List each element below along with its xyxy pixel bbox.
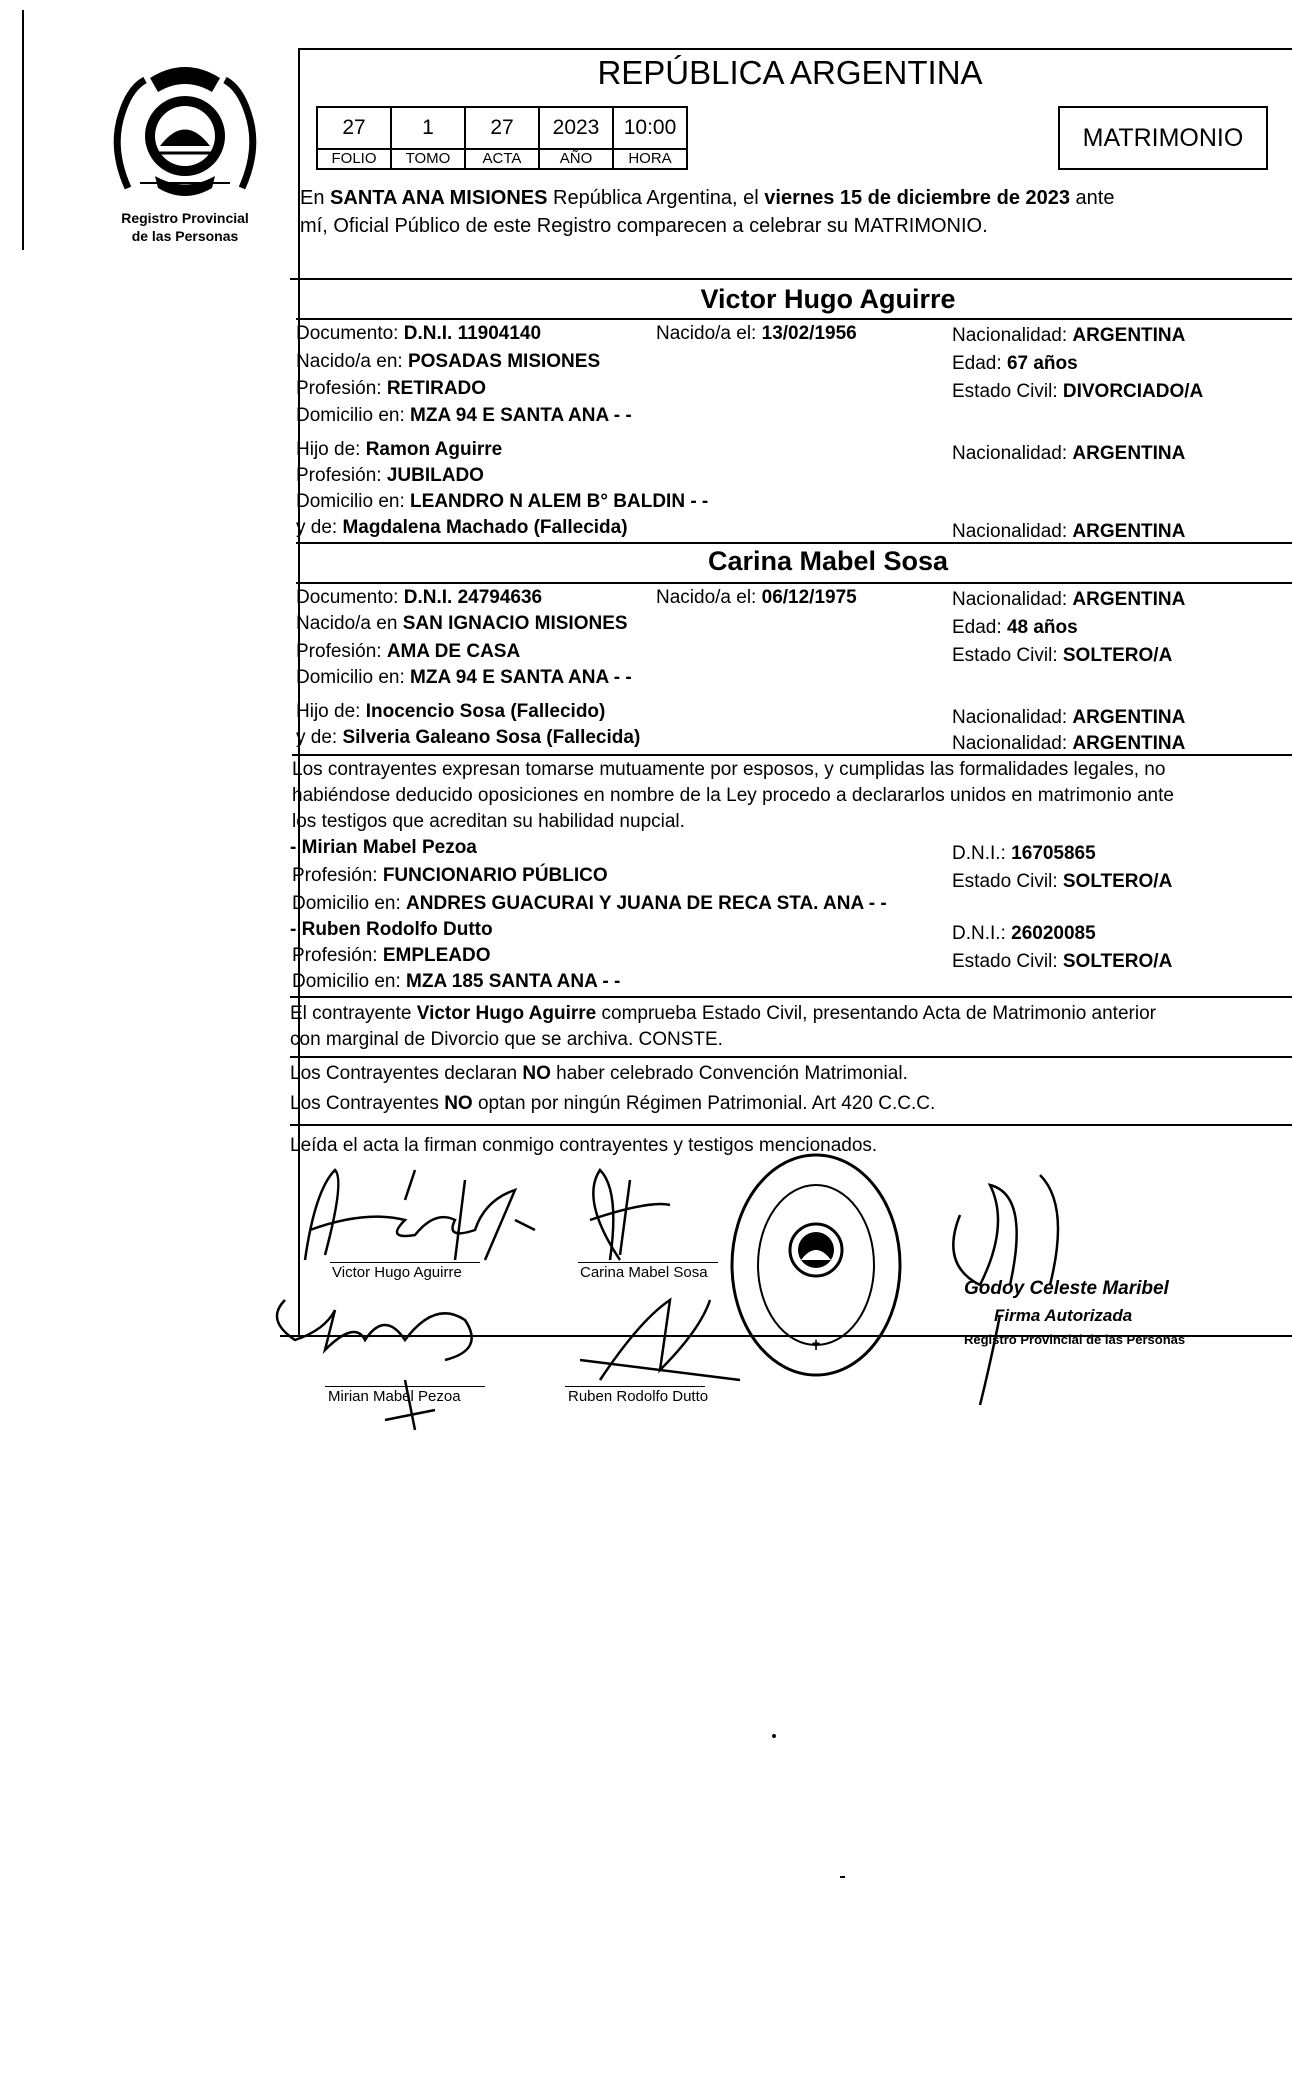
- stray-dot: [772, 1734, 776, 1738]
- bride-civil-status: Estado Civil: SOLTERO/A: [952, 645, 1173, 666]
- bride-mother: y de: Silveria Galeano Sosa (Fallecida): [296, 727, 641, 748]
- hora-label-cell: HORA: [612, 148, 688, 170]
- witness-2-civil-status: Estado Civil: SOLTERO/A: [952, 951, 1173, 972]
- civil-status-note-2: con marginal de Divorcio que se archiva. CONSTE.: [290, 1029, 723, 1050]
- groom-mother-nationality: Nacionalidad: ARGENTINA: [952, 521, 1186, 542]
- officer-title: Firma Autorizada: [994, 1306, 1133, 1325]
- intro-date: viernes 15 de diciembre de 2023: [764, 187, 1070, 209]
- groom-signature-label: Victor Hugo Aguirre: [332, 1264, 462, 1281]
- witness-1-civil-status: Estado Civil: SOLTERO/A: [952, 871, 1173, 892]
- groom-father-profession: Profesión: JUBILADO: [296, 465, 484, 486]
- groom-signature-icon: [285, 1160, 555, 1270]
- witness-2-signature-line: [565, 1386, 705, 1387]
- ano-label-cell: AÑO: [538, 148, 614, 170]
- folio-label-cell: FOLIO: [316, 148, 392, 170]
- convention-line-2: Los Contrayentes NO optan por ningún Régimen Patrimonial. Art 420 C.C.C.: [290, 1093, 936, 1114]
- groom-father: Hijo de: Ramon Aguirre: [296, 439, 503, 460]
- record-type-box: [1058, 106, 1268, 170]
- witness-2-dni: D.N.I.: 26020085: [952, 923, 1096, 944]
- bride-age: Edad: 48 años: [952, 617, 1078, 638]
- bride-father-nationality: Nacionalidad: ARGENTINA: [952, 707, 1186, 728]
- bride-birthdate: Nacido/a el: 06/12/1975: [656, 587, 857, 608]
- groom-document: Documento: D.N.I. 11904140: [296, 323, 542, 344]
- tomo-value-cell: 1: [390, 106, 466, 150]
- witness-1-profession: Profesión: FUNCIONARIO PÚBLICO: [292, 865, 608, 886]
- record-type-label: MATRIMONIO: [1082, 124, 1244, 152]
- folio-value-cell: 27: [316, 106, 392, 150]
- frame-top-border: [298, 48, 1292, 50]
- groom-nationality: Nacionalidad: ARGENTINA: [952, 325, 1186, 346]
- bride-profession: Profesión: AMA DE CASA: [296, 641, 521, 662]
- intro-line-1: En SANTA ANA MISIONES República Argentina, el viernes 15 de diciembre de 2023 ante: [300, 187, 1115, 209]
- acta-label-cell: ACTA: [464, 148, 540, 170]
- groom-name-underline: [296, 318, 1292, 320]
- divider-groom: [296, 542, 1292, 544]
- groom-father-address: Domicilio en: LEANDRO N ALEM B° BALDIN - -: [296, 491, 709, 512]
- groom-address: Domicilio en: MZA 94 E SANTA ANA - -: [296, 405, 632, 426]
- declaration-line-3: los testigos que acreditan su habilidad nupcial.: [292, 811, 685, 832]
- witness-2-signature-label: Ruben Rodolfo Dutto: [568, 1388, 709, 1405]
- bride-signature-icon: [560, 1160, 740, 1270]
- groom-father-nationality: Nacionalidad: ARGENTINA: [952, 443, 1186, 464]
- province-seal-icon: [100, 58, 270, 208]
- groom-age: Edad: 67 años: [952, 353, 1078, 374]
- witness-1-signature-icon: [265, 1280, 525, 1450]
- declaration-line-1: Los contrayentes expresan tomarse mutuamente por esposos, y cumplidas las formalidades legales, no: [292, 759, 1166, 780]
- groom-signature-line: [330, 1262, 480, 1263]
- groom-civil-status: Estado Civil: DIVORCIADO/A: [952, 381, 1204, 402]
- witness-2-address: Domicilio en: MZA 185 SANTA ANA - -: [292, 971, 621, 992]
- intro-line-2: mí, Oficial Público de este Registro comparecen a celebrar su MATRIMONIO.: [300, 215, 988, 237]
- margin-line: [22, 10, 24, 250]
- logo-caption-1: Registro Provincial: [121, 210, 249, 226]
- witness-1-name: - Mirian Mabel Pezoa: [290, 837, 477, 858]
- closing-statement: Leída el acta la firman conmigo contrayentes y testigos mencionados.: [290, 1135, 878, 1156]
- divider-intro: [290, 278, 1292, 280]
- svg-text:✝: ✝: [810, 1338, 822, 1354]
- divider-bride: [292, 754, 1292, 756]
- groom-name: Victor Hugo Aguirre: [700, 284, 956, 314]
- witness-1-dni: D.N.I.: 16705865: [952, 843, 1096, 864]
- divider-note: [290, 1056, 1292, 1058]
- bride-name: Carina Mabel Sosa: [707, 546, 949, 576]
- bride-name-underline: [296, 582, 1292, 584]
- bride-father: Hijo de: Inocencio Sosa (Fallecido): [296, 701, 606, 722]
- intro-place: SANTA ANA MISIONES: [330, 187, 548, 209]
- witness-2-profession: Profesión: EMPLEADO: [292, 945, 491, 966]
- registry-logo: [100, 58, 270, 248]
- groom-birthdate: Nacido/a el: 13/02/1956: [656, 323, 857, 344]
- witness-1-signature-line: [325, 1386, 485, 1387]
- tomo-label-cell: TOMO: [390, 148, 466, 170]
- page-title: REPÚBLICA ARGENTINA: [597, 54, 983, 91]
- convention-line-1: Los Contrayentes declaran NO haber celebrado Convención Matrimonial.: [290, 1063, 908, 1084]
- bride-signature-label: Carina Mabel Sosa: [580, 1264, 708, 1281]
- groom-birthplace: Nacido/a en: POSADAS MISIONES: [296, 351, 601, 372]
- groom-mother: y de: Magdalena Machado (Fallecida): [296, 517, 628, 538]
- divider-convention: [290, 1124, 1292, 1126]
- hora-value-cell: 10:00: [612, 106, 688, 150]
- declaration-line-2: habiéndose deducido oposiciones en nombre de la Ley procedo a declararlos unidos en matrimonio ante: [292, 785, 1174, 806]
- bride-mother-nationality: Nacionalidad: ARGENTINA: [952, 733, 1186, 754]
- witness-1-signature-label: Mirian Mabel Pezoa: [328, 1388, 461, 1405]
- officer-organization: Registro Provincial de las Personas: [964, 1332, 1186, 1347]
- acta-value-cell: 27: [464, 106, 540, 150]
- registry-stamp-icon: [726, 1150, 906, 1380]
- ano-value-cell: 2023: [538, 106, 614, 150]
- official-stamp: [726, 1150, 906, 1380]
- divider-witnesses: [290, 996, 1292, 998]
- bride-address: Domicilio en: MZA 94 E SANTA ANA - -: [296, 667, 632, 688]
- stray-dash: [840, 1876, 845, 1878]
- logo-caption-2: de las Personas: [131, 228, 239, 244]
- bride-nationality: Nacionalidad: ARGENTINA: [952, 589, 1186, 610]
- bride-birthplace: Nacido/a en SAN IGNACIO MISIONES: [296, 613, 628, 634]
- officer-name: Godoy Celeste Maribel: [964, 1278, 1169, 1299]
- bride-document: Documento: D.N.I. 24794636: [296, 587, 543, 608]
- witness-2-name: - Ruben Rodolfo Dutto: [290, 919, 493, 940]
- witness-1-address: Domicilio en: ANDRES GUACURAI Y JUANA DE RECA STA. ANA - -: [292, 893, 887, 914]
- groom-profession: Profesión: RETIRADO: [296, 378, 487, 399]
- civil-status-note-1: El contrayente Victor Hugo Aguirre comprueba Estado Civil, presentando Acta de Matrimonio anterior: [290, 1003, 1156, 1024]
